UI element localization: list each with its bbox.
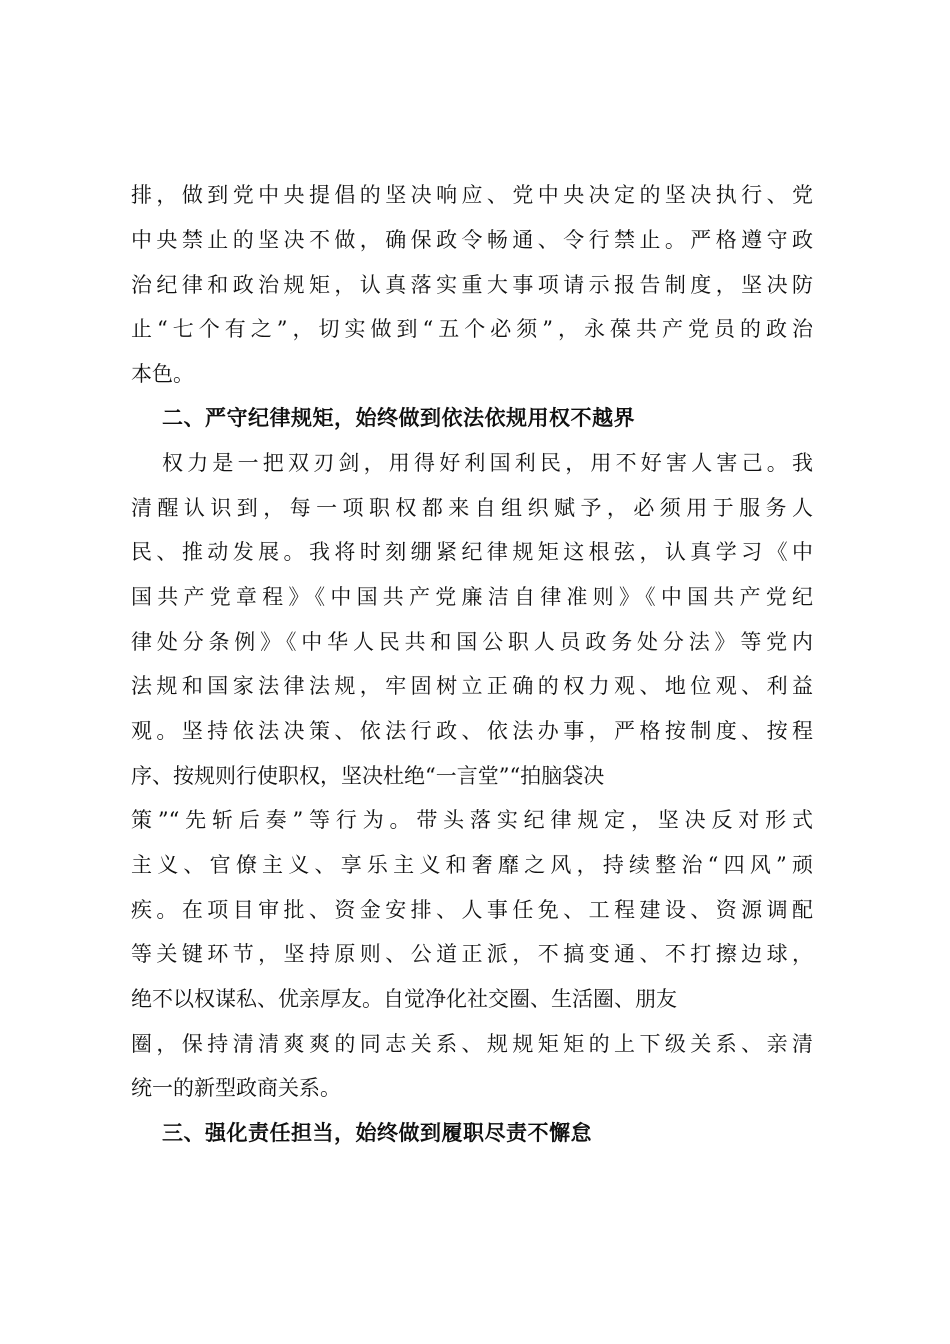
- paragraph-line: 律处分条例》《中华人民共和国公职人员政务处分法》等党内: [131, 630, 813, 654]
- paragraph-line: 治纪律和政治规矩，认真落实重大事项请示报告制度，坚决防: [131, 273, 813, 297]
- paragraph-line: 止“七个有之”，切实做到“五个必须”，永葆共产党员的政治: [131, 317, 813, 341]
- paragraph-line: 绝不以权谋私、优亲厚友。自觉净化社交圈、生活圈、朋友: [131, 987, 677, 1011]
- paragraph-line: 策”“先斩后奏”等行为。带头落实纪律规定，坚决反对形式: [131, 808, 813, 832]
- paragraph-line: 本色。: [131, 362, 194, 386]
- paragraph-line: 序、按规则行使职权，坚决杜绝“一言堂”“拍脑袋决: [131, 764, 605, 788]
- paragraph-line: 主义、官僚主义、享乐主义和奢靡之风，持续整治“四风”顽: [131, 853, 813, 877]
- paragraph-line: 法规和国家法律法规，牢固树立正确的权力观、地位观、利益: [131, 674, 813, 698]
- section-heading-3: 三、强化责任担当，始终做到履职尽责不懈怠: [162, 1121, 592, 1145]
- section-heading-2: 二、严守纪律规矩，始终做到依法依规用权不越界: [162, 406, 635, 430]
- paragraph-line: 权力是一把双刃剑，用得好利国利民，用不好害人害己。我: [162, 451, 813, 475]
- paragraph-line: 疾。在项目审批、资金安排、人事任免、工程建设、资源调配: [131, 898, 813, 922]
- paragraph-line: 观。坚持依法决策、依法行政、依法办事，严格按制度、按程: [131, 719, 813, 743]
- paragraph-line: 等关键环节，坚持原则、公道正派，不搞变通、不打擦边球，: [131, 942, 813, 966]
- paragraph-line: 国共产党章程》《中国共产党廉洁自律准则》《中国共产党纪: [131, 585, 813, 609]
- paragraph-line: 清醒认识到，每一项职权都来自组织赋予，必须用于服务人: [131, 496, 813, 520]
- paragraph-line: 统一的新型政商关系。: [131, 1076, 341, 1100]
- paragraph-line: 排，做到党中央提倡的坚决响应、党中央决定的坚决执行、党: [131, 183, 813, 207]
- paragraph-line: 中央禁止的坚决不做，确保政令畅通、令行禁止。严格遵守政: [131, 228, 813, 252]
- paragraph-line: 民、推动发展。我将时刻绷紧纪律规矩这根弦，认真学习《中: [131, 540, 813, 564]
- paragraph-line: 圈，保持清清爽爽的同志关系、规规矩矩的上下级关系、亲清: [131, 1032, 813, 1056]
